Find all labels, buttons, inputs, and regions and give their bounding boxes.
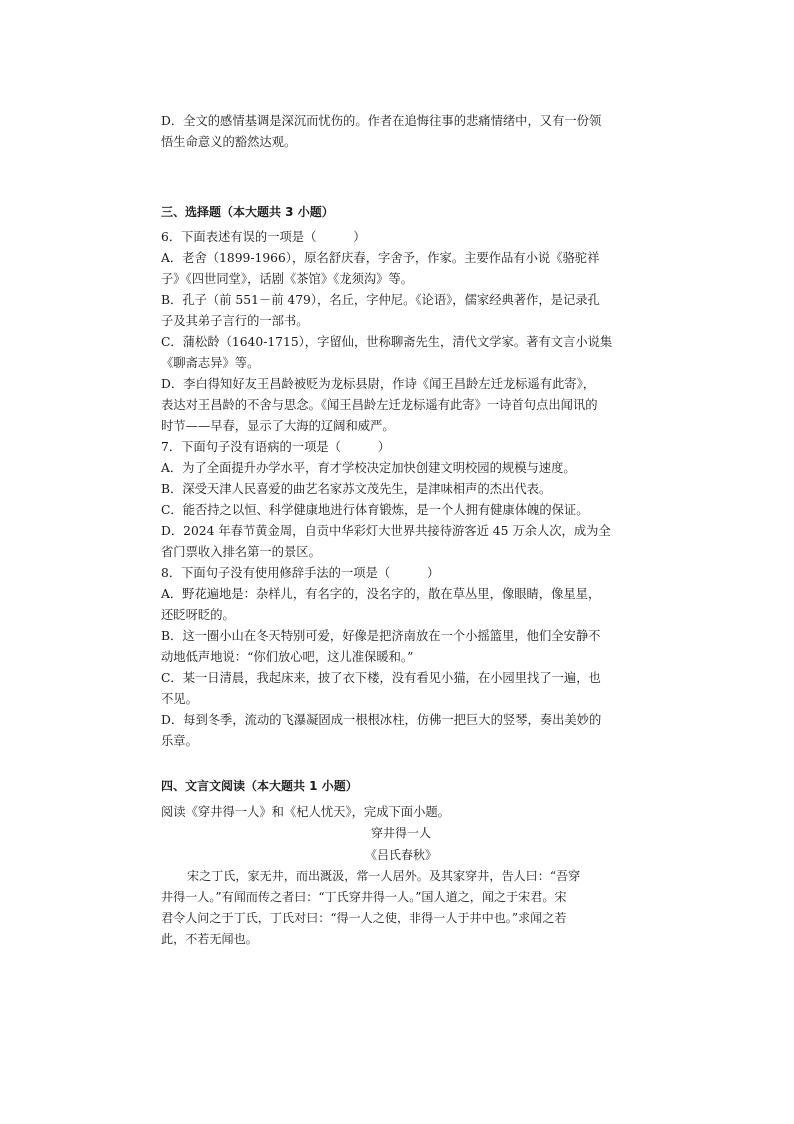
passage-line-1: 宋之丁氏，家无井，而出溉汲，常一人居外。及其家穿井，告人曰：“吾穿 [187,869,581,883]
section-3-title: 三、选择题（本大题共 3 小题） [161,205,334,219]
q6-option-a-line-1: A．老舍（1899-1966），原名舒庆春，字舍予，作家。主要作品有小说《骆驼祥 [161,251,600,265]
q8-option-d-line-1: D．每到冬季，流动的飞瀑凝固成一根根冰柱，仿佛一把巨大的竖琴，奏出美妙的 [161,713,602,727]
question-7-stem: 7．下面句子没有语病的一项是（ ） [161,440,391,454]
q8-option-a-line-1: A．野花遍地是：杂样儿，有名字的，没名字的，散在草丛里，像眼睛，像星星， [161,587,601,601]
q7-option-b: B．深受天津人民喜爱的曲艺名家苏文茂先生，是津味相声的杰出代表。 [161,482,552,496]
question-7 [161,437,611,563]
q7-option-c: C．能否持之以恒、科学健康地进行体育锻炼，是一个人拥有健康体魄的保证。 [161,503,589,517]
q7-option-d-line-1: D．2024 年春节黄金周，自贡中华彩灯大世界共接待游客近 45 万余人次，成为全 [161,524,611,538]
prev-option-d-line-2: 悟生命意义的豁然达观。 [161,135,297,149]
q6-option-d-line-2: 表达对王昌龄的不舍与思念。《闻王昌龄左迁龙标遥有此寄》一诗首句点出闻讯的 [161,398,598,412]
question-6 [161,227,612,437]
q6-option-d-line-1: D．李白得知好友王昌龄被贬为龙标县尉，作诗《闻王昌龄左迁龙标遥有此寄》， [161,377,596,391]
q7-option-a: A．为了全面提升办学水平，育才学校决定加快创建文明校园的规模与速度。 [161,461,576,475]
q8-option-d-line-2: 乐章。 [161,734,198,748]
passage-title: 穿井得一人 [370,826,431,840]
q6-option-c-line-1: C．蒲松龄（1640-1715），字留仙，世称聊斋先生，清代文学家。著有文言小说集 [161,335,613,349]
q8-option-a-line-2: 还眨呀眨的。 [161,608,235,622]
q8-option-b-line-2: 动地低声地说：“你们放心吧，这儿准保暖和。” [161,650,414,664]
q6-option-c-line-2: 《聊斋志异》等。 [161,356,260,370]
section-4-title: 四、文言文阅读（本大题共 1 小题） [161,779,358,793]
question-8-stem: 8．下面句子没有使用修辞手法的一项是（ ） [161,566,440,580]
passage-line-4: 此，不若无闻也。 [161,932,258,946]
passage-source: 《吕氏春秋》 [364,848,437,862]
question-6-stem: 6．下面表述有误的一项是（ ） [161,230,366,244]
passage-body [161,866,580,950]
q7-option-d-line-2: 省门票收入排名第一的景区。 [161,545,321,559]
q6-option-b-line-2: 子及其弟子言行的一部书。 [161,314,309,328]
q8-option-c-line-1: C．某一日清晨，我起床来，披了衣下楼，没有看见小猫，在小园里找了一遍，也 [161,671,601,685]
prev-option-d [161,111,601,153]
reading-instruction: 阅读《穿井得一人》和《杞人忧天》，完成下面小题。 [161,805,450,819]
question-8 [161,563,601,752]
q6-option-a-line-2: 子》《四世同堂》，话剧《茶馆》《龙须沟》等。 [161,272,414,286]
q6-option-b-line-1: B．孔子（前 551－前 479），名丘，字仲尼。《论语》，儒家经典著作，是记录孔 [161,293,600,307]
q6-option-d-line-3: 时节——早春，显示了大海的辽阔和威严。 [161,419,395,433]
passage-line-2: 井得一人。”有闻而传之者曰：“丁氏穿井得一人。”国人道之，闻之于宋君。宋 [161,890,567,904]
passage-line-3: 君令人问之于丁氏，丁氏对曰：“得一人之使，非得一人于井中也。”求闻之若 [161,911,567,925]
q8-option-b-line-1: B．这一圈小山在冬天特别可爱，好像是把济南放在一个小摇篮里，他们全安静不 [161,629,601,643]
prev-option-d-line-1: D．全文的感情基调是深沉而忧伤的。作者在追悔往事的悲痛情绪中，又有一份领 [161,114,602,128]
q8-option-c-line-2: 不见。 [161,692,198,706]
